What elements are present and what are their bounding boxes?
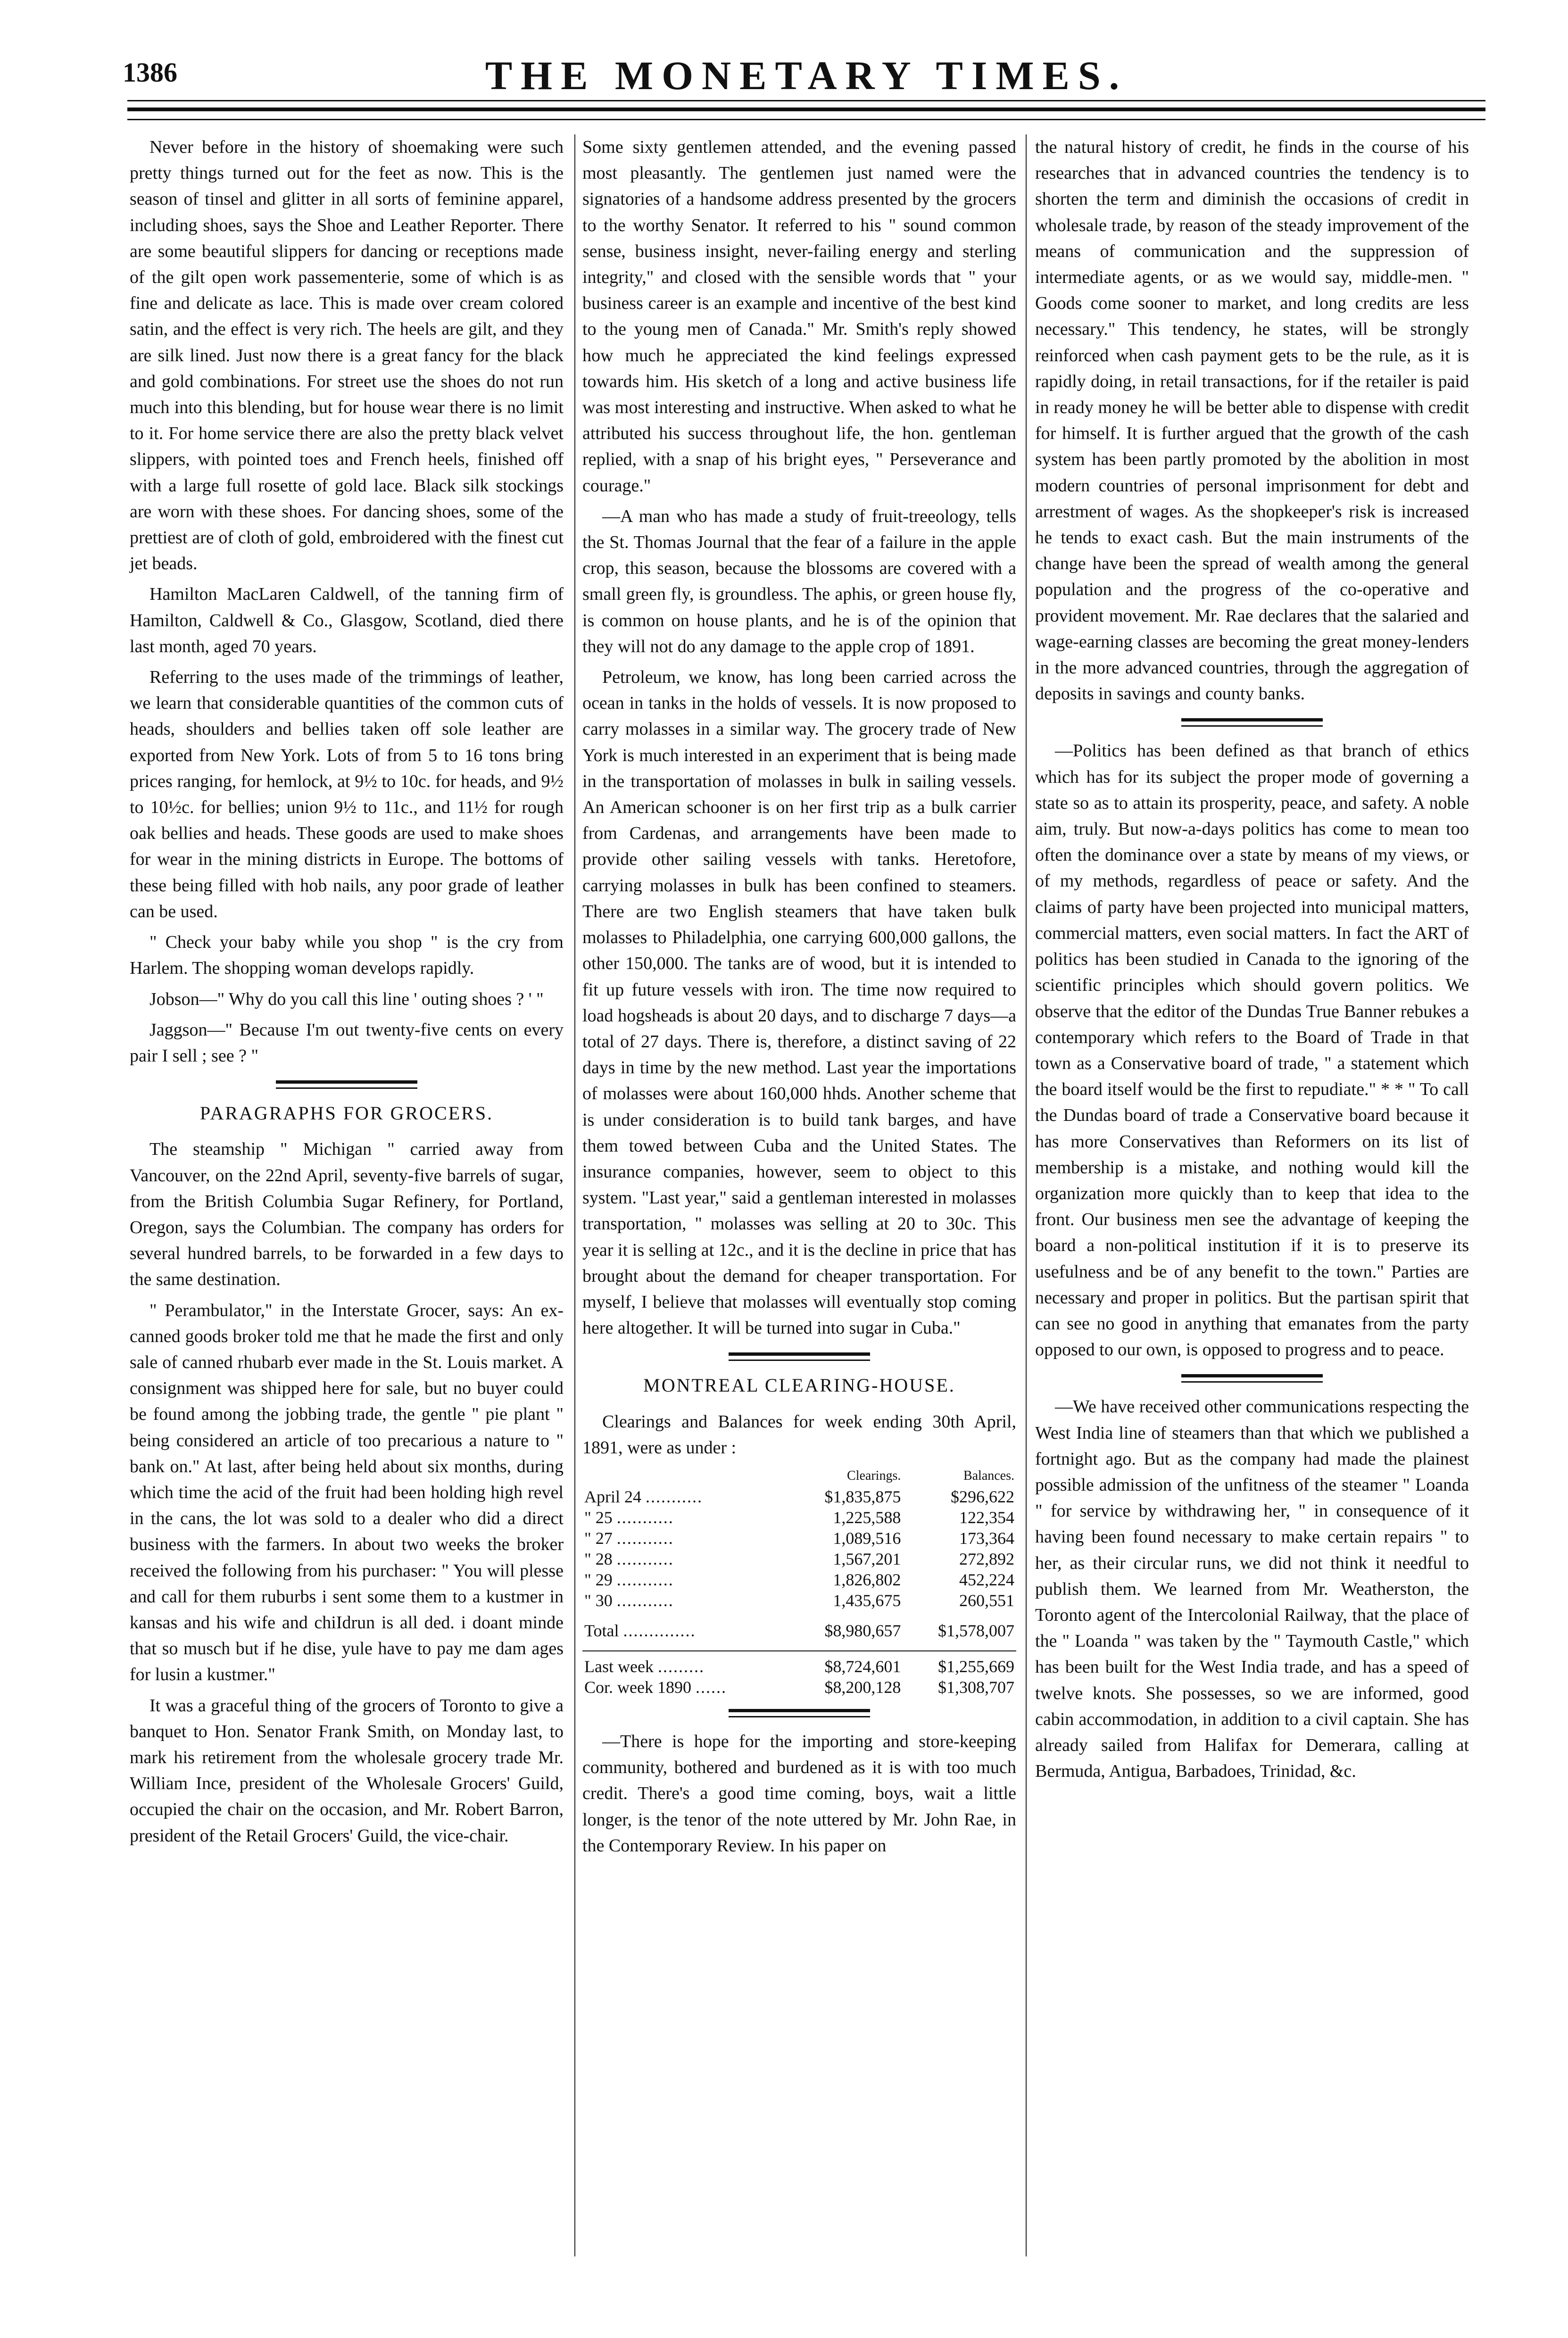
- article-banquet: It was a graceful thing of the grocers of Toronto to give a banquet to Hon. Senator Frank Smith, on Monday last, to mark his retirement from the wholesale grocery trade Mr. William Ince, president of the Wholesale Grocers' Guild, occupied the chair on the occasion, and Mr. Robert Barron, president of the Retail Grocers' Guild, the vice-chair.: [130, 1695, 564, 1846]
- cor-week-row: Cor. week 1890 ...... $8,200,128 $1,308,707: [582, 1677, 1016, 1698]
- masthead: [123, 42, 1490, 104]
- section-separator: [1181, 718, 1323, 727]
- last-week-row: Last week ......... $8,724,601 $1,255,669: [582, 1651, 1016, 1677]
- last-week-balances: $1,255,669: [903, 1651, 1016, 1677]
- row-clearings: 1,089,516: [833, 1528, 901, 1548]
- clearing-table: [582, 1466, 1016, 1698]
- article-jaggson: Jaggson—" Because I'm out twenty-five cents on every pair I sell ; see ? ": [130, 1020, 564, 1066]
- total-clearings: $8,980,657: [824, 1621, 901, 1640]
- clearing-header-row: [582, 1466, 1016, 1486]
- total-balances: $1,578,007: [938, 1621, 1014, 1640]
- row-balances: 272,892: [959, 1549, 1014, 1568]
- header-rule-thin: [127, 100, 1485, 101]
- article-perambulator: " Perambulator," in the Interstate Grocer, says: An ex-canned goods broker told me that he made the first and only sale of canned rhubarb ever made in the St. Louis market. A consignment was shipped here for sale, but no buyer could be found among the jobbing trade, the gentle " pie plant " being considered an article of too precarious a nature to " bank on." At last, after being held about six months, during which time the acid of the fruit had been holding high revel in the cans, the lot was sold to a dealer who did a direct business with the farmers. In about two weeks the broker received the following from his purchaser: " You will plesse and call for them ruburbs i sent some them to a kustmer in kansas and his wife and chiIdrun is all ded. i doant minde that so musch but if he dise, yule have to pay me dam ages for lusin a kustmer.": [130, 1300, 564, 1685]
- article-fruit-trees: —A man who has made a study of fruit-treeology, tells the St. Thomas Journal that the fear of a failure in the apple crop, this season, because the blossoms are covered with a small green fly, is groundless. The aphis, or green house fly, is common on house plants, and he is of the opinion that they will not do any damage to the apple crop of 1891.: [582, 506, 1016, 656]
- clearing-intro: Clearings and Balances for week ending 30th April, 1891, were as under :: [582, 1411, 1016, 1458]
- row-balances: $296,622: [951, 1487, 1014, 1506]
- table-row: " 30 ........... 1,435,675 260,551: [582, 1590, 1016, 1611]
- cor-week-label: Cor. week 1890: [584, 1677, 691, 1697]
- article-shoemaking: Never before in the history of shoemaking were such pretty things turned out for the feet as now. This is the season of tinsel and glitter in all sorts of feminine apparel, including shoes, says the Shoe and Leather Reporter. There are some beautiful slippers for dancing or receptions made of the gilt open work passementerie, some of which is as fine and delicate as lace. This is made over cream colored satin, and the effect is very rich. The heels are gilt, and they are silk lined. Just now there is a great fancy for the black and gold combinations. For street use the shoes do not run much into this blending, but for house wear there is no limit to it. For home service there are also the pretty black velvet slippers, with pointed toes and French heels, finished off with a large full rosette of gold lace. Black silk stockings are worn with these shoes. For dancing shoes, some of the prettiest are of cloth of gold, embroidered with the finest cut jet beads.: [130, 137, 564, 574]
- row-balances: 260,551: [959, 1591, 1014, 1610]
- header-rule-thin-lower: [127, 119, 1485, 120]
- row-clearings: 1,225,588: [833, 1508, 901, 1527]
- row-label: " 30: [584, 1591, 613, 1610]
- col-header-clearings: Clearings.: [847, 1468, 901, 1483]
- column-divider: [574, 134, 575, 2256]
- column-divider: [1026, 134, 1027, 2256]
- table-row: " 25 ........... 1,225,588 122,354: [582, 1507, 1016, 1528]
- article-petroleum-molasses: Petroleum, we know, has long been carried across the ocean in tanks in the holds of vessels. It is now proposed to carry molasses in a similar way. The grocery trade of New York is much interested in an experiment that is being made in the transportation of molasses in bulk in sailing vessels. An American schooner is on her first trip as a bulk carrier from Cardenas, and arrangements have been made to provide other sailing vessels with tanks. Heretofore, carrying molasses in bulk has been confined to steamers. There are two English steamers that have taken bulk molasses to Philadelphia, one carrying 600,000 gallons, the other 150,000. The tanks are of wood, but it is intended to fit up future vessels with iron. The time now required to load hogsheads is about 20 days, and to discharge 7 days—a total of 27 days. There is, therefore, a distinct saving of 22 days in time by the new method. Last year the importations of molasses were about 160,000 hhds. Another scheme that is under consideration is to build tank barges, and have them towed between Cuba and the United States. The insurance companies, however, seem to object to this system. "Last year," said a gentleman interested in molasses transportation, " molasses was selling at 20 to 30c. This year it is selling at 12c., and it is the decline in price that has brought about the demand for cheaper transportation. For myself, I believe that molasses will eventually stop coming here altogether. It will be turned into sugar in Cuba.": [582, 667, 1016, 1338]
- column-middle: [582, 134, 1016, 1864]
- table-row: " 28 ........... 1,567,201 272,892: [582, 1549, 1016, 1569]
- row-label: " 29: [584, 1570, 613, 1589]
- row-clearings: 1,826,802: [833, 1570, 901, 1589]
- row-balances: 173,364: [959, 1528, 1014, 1548]
- column-right: [1035, 134, 1469, 1789]
- section-separator: [729, 1352, 870, 1361]
- row-label: " 25: [584, 1508, 613, 1527]
- header-rule-thick: [127, 108, 1485, 111]
- article-baby: " Check your baby while you shop " is the cry from Harlem. The shopping woman develops rapidly.: [130, 932, 564, 978]
- row-clearings: 1,435,675: [833, 1591, 901, 1610]
- last-week-clearings: $8,724,601: [789, 1651, 903, 1677]
- cor-week-balances: $1,308,707: [938, 1677, 1014, 1697]
- section-heading-grocers: PARAGRAPHS FOR GROCERS.: [199, 1103, 494, 1124]
- section-separator: [1181, 1374, 1323, 1383]
- section-heading-clearing-house: MONTREAL CLEARING-HOUSE.: [643, 1375, 955, 1396]
- column-left: [130, 134, 564, 1854]
- last-week-label: Last week: [584, 1657, 654, 1676]
- article-caldwell: Hamilton MacLaren Caldwell, of the tanning firm of Hamilton, Caldwell & Co., Glasgow, Scotland, died there last month, aged 70 years.: [130, 584, 564, 656]
- article-credit-intro: —There is hope for the importing and store-keeping community, bothered and burdened as it is with too much credit. There's a good time coming, boys, wait a little longer, is the tenor of the note uttered by Mr. John Rae, in the Contemporary Review. In his paper on: [582, 1731, 1016, 1856]
- newspaper-title: THE MONETARY TIMES.: [485, 53, 1128, 98]
- row-label: " 28: [584, 1549, 613, 1568]
- article-politics: —Politics has been defined as that branch of ethics which has for its subject the proper mode of governing a state so as to attain its prosperity, peace, and safety. A noble aim, truly. But now-a-days politics has come to mean too often the dominance over a state by means of my views, or of my methods, regardless of peace or safety. And the claims of party have been projected into municipal matters, commercial matters, even social matters. In fact the ART of politics has been studied in Canada to the ignoring of the scientific principles which should govern politics. We observe that the editor of the Dundas True Banner rebukes a contemporary which refers to the Board of Trade in that town as a Conservative board of trade, " a statement which the board itself would be the first to repudiate." * * " To call the Dundas board of trade a Conservative board because it has more Conservatives than Reformers on its list of membership is a mistake, and nothing would kill the organization more quickly than to keep that idea to the front. Our business men see the advantage of keeping the board a non-political institution if it is to preserve its usefulness and be of any benefit to the town." Parties are necessary and proper in politics. But the partisan spirit that can see no good in anything that emanates from the party opposed to our own, is opposed to progress and to peace.: [1035, 741, 1469, 1360]
- article-jobson: Jobson—" Why do you call this line ' outing shoes ? ' ": [149, 989, 544, 1009]
- page-number: 1386: [123, 57, 177, 88]
- row-balances: 452,224: [959, 1570, 1014, 1589]
- row-clearings: 1,567,201: [833, 1549, 901, 1568]
- section-separator: [276, 1080, 417, 1089]
- table-row: " 29 ........... 1,826,802 452,224: [582, 1569, 1016, 1590]
- article-banquet-cont: Some sixty gentlemen attended, and the evening passed most pleasantly. The gentlemen just named were the signatories of a handsome address presented by the grocers to the worthy Senator. It referred to his " sound common sense, business insight, never-failing energy and sterling integrity," and closed with the sensible words that " your business career is an example and incentive of the best kind to the young men of Canada." Mr. Smith's reply showed how much he appreciated the kind feelings expressed towards him. His sketch of a long and active business life was most interesting and instructive. When asked to what he attributed his success throughout life, the hon. gentleman replied, with a snap of his bright eyes, " Perseverance and courage.": [582, 137, 1016, 496]
- table-row: April 24 ........... $1,835,875 $296,622: [582, 1486, 1016, 1507]
- table-row: " 27 ........... 1,089,516 173,364: [582, 1528, 1016, 1549]
- total-label: Total: [584, 1621, 619, 1640]
- cor-week-clearings: $8,200,128: [824, 1677, 901, 1697]
- section-separator: [729, 1709, 870, 1717]
- article-michigan: The steamship " Michigan " carried away from Vancouver, on the 22nd April, seventy-five barrels of sugar, from the British Columbia Sugar Refinery, for Portland, Oregon, says the Columbian. The company has orders for several hundred barrels, to be forwarded in a few days to the same destination.: [130, 1139, 564, 1290]
- article-leather-trimmings: Referring to the uses made of the trimmings of leather, we learn that considerable quantities of the common cuts of heads, shoulders and bellies taken off sole leather are exported from New York. Lots of from 5 to 16 tons bring prices ranging, for hemlock, at 9½ to 10c. for heads, and 9½ to 10½c. for bellies; union 9½ to 11c., and 11½ for rough oak bellies and heads. These goods are used to make shoes for wear in the mining districts in Europe. The bottoms of these being filled with hob nails, any poor grade of leather can be used.: [130, 667, 564, 921]
- row-label: " 27: [584, 1528, 613, 1548]
- row-label: April 24: [584, 1487, 641, 1506]
- article-west-india: —We have received other communications respecting the West India line of steamers than that which we published a fortnight ago. But as the company had made the plainest possible admission of the unfitness of the steamer " Loanda " for service by withdrawing her, " in consequence of it having been found necessary to make certain repairs " to her, as their circular runs, we did not think it needful to publish them. We learned from Mr. Weatherston, the Toronto agent of the Intercolonial Railway, that the place of the " Loanda " was taken by the " Taymouth Castle," which has been built for the West India trade, and has a speed of twelve knots. She possesses, so we are informed, good cabin accommodation, in addition to a civil captain. She has already sailed from Halifax for Demerara, calling at Bermuda, Antigua, Barbadoes, Trinidad, &c.: [1035, 1397, 1469, 1782]
- col-header-balances: Balances.: [963, 1468, 1014, 1483]
- row-balances: 122,354: [959, 1508, 1014, 1527]
- total-row: Total .............. $8,980,657 $1,578,007: [582, 1611, 1016, 1651]
- row-clearings: $1,835,875: [824, 1487, 901, 1506]
- article-credit-cont: the natural history of credit, he finds in the course of his researches that in advanced countries the tendency is to shorten the term and diminish the occasions of credit in wholesale trade, by reason of the steady improvement of the means of communication and the suppression of intermediate agents, or as we would say, middle-men. " Goods come sooner to market, and long credits are less necessary." This tendency, he states, will be strongly reinforced when cash payment gets to be the rule, as it is rapidly doing, in retail transactions, for if the retailer is paid in ready money he will be better able to dispense with credit for himself. It is further argued that the growth of the cash system has been partly promoted by the abolition in most modern countries of personal imprisonment for debt and arrestment of wages. As the shopkeeper's risk is increased he tends to exact cash. But the main instruments of the change have been the spread of wealth among the general population and the progress of the co-operative and provident movement. Mr. Rae declares that the salaried and wage-earning classes are becoming the great money-lenders in the more advanced countries, through the aggregation of deposits in savings and county banks.: [1035, 137, 1469, 704]
